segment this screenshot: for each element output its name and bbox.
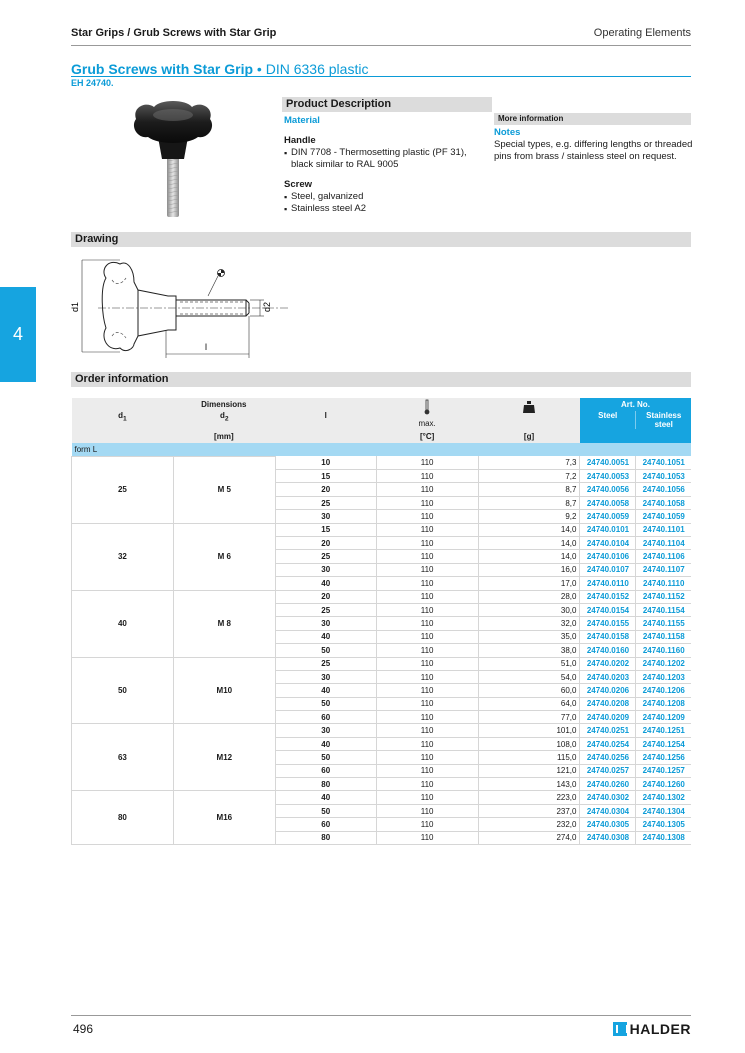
cell-weight: 14,0 [478, 537, 580, 550]
max-label: max. [418, 419, 436, 429]
drawing-label-d2: d2 [262, 301, 272, 312]
more-information-heading: More information [494, 113, 691, 125]
cell-l: 80 [275, 778, 376, 791]
cell-weight: 28,0 [478, 590, 580, 603]
cell-weight: 60,0 [478, 684, 580, 697]
cell-stainless-art-no[interactable]: 24740.1256 [636, 751, 691, 764]
cell-weight: 108,0 [478, 737, 580, 750]
cell-steel-art-no[interactable]: 24740.0160 [580, 644, 636, 657]
table-row [72, 657, 692, 670]
cell-l: 80 [275, 831, 376, 844]
cell-stainless-art-no[interactable]: 24740.1051 [636, 456, 691, 469]
cell-d1: 32 [72, 523, 174, 590]
cell-l: 50 [275, 644, 376, 657]
handle-label: Handle [284, 135, 316, 146]
cell-stainless-art-no[interactable]: 24740.1251 [636, 724, 691, 737]
cell-temperature: 110 [376, 818, 478, 831]
product-code: EH 24740. [71, 78, 114, 88]
cell-weight: 64,0 [478, 697, 580, 710]
cell-l: 30 [275, 670, 376, 683]
cell-stainless-art-no[interactable]: 24740.1104 [636, 537, 691, 550]
cell-d2: M12 [173, 724, 275, 791]
cell-temperature: 110 [376, 644, 478, 657]
cell-temperature: 110 [376, 523, 478, 536]
cell-weight: 54,0 [478, 670, 580, 683]
cell-l: 50 [275, 751, 376, 764]
screw-list [284, 191, 490, 215]
steel-header: Steel [580, 411, 636, 429]
cell-temperature: 110 [376, 563, 478, 576]
cell-steel-art-no[interactable]: 24740.0305 [580, 818, 636, 831]
cell-weight: 17,0 [478, 577, 580, 590]
cell-l: 50 [275, 697, 376, 710]
cell-l: 40 [275, 684, 376, 697]
cell-stainless-art-no[interactable]: 24740.1154 [636, 603, 691, 616]
cell-steel-art-no[interactable]: 24740.0203 [580, 670, 636, 683]
cell-steel-art-no[interactable]: 24740.0209 [580, 711, 636, 724]
screw-label: Screw [284, 179, 312, 190]
cell-temperature: 110 [376, 456, 478, 469]
cell-temperature: 110 [376, 496, 478, 509]
footer-divider [71, 1015, 691, 1016]
cell-stainless-art-no[interactable]: 24740.1202 [636, 657, 691, 670]
table-row [72, 456, 692, 469]
cell-l: 30 [275, 563, 376, 576]
cell-l: 20 [275, 590, 376, 603]
cell-temperature: 110 [376, 711, 478, 724]
weight-header [478, 398, 580, 429]
cell-steel-art-no[interactable]: 24740.0256 [580, 751, 636, 764]
cell-stainless-art-no[interactable]: 24740.1260 [636, 778, 691, 791]
cell-temperature: 110 [376, 751, 478, 764]
dimensions-header: Dimensions [72, 398, 377, 411]
handle-list [284, 147, 490, 171]
cell-steel-art-no[interactable]: 24740.0304 [580, 804, 636, 817]
running-header-section: Operating Elements [593, 27, 691, 39]
cell-l: 15 [275, 523, 376, 536]
cell-steel-art-no[interactable]: 24740.0302 [580, 791, 636, 804]
logo-mark-icon [613, 1022, 627, 1036]
form-row [72, 443, 692, 456]
cell-l: 60 [275, 818, 376, 831]
cell-weight: 274,0 [478, 831, 580, 844]
cell-stainless-art-no[interactable]: 24740.1257 [636, 764, 691, 777]
cell-steel-art-no[interactable]: 24740.0158 [580, 630, 636, 643]
cell-l: 30 [275, 724, 376, 737]
cell-weight: 38,0 [478, 644, 580, 657]
cell-steel-art-no[interactable]: 24740.0106 [580, 550, 636, 563]
cell-stainless-art-no[interactable]: 24740.1059 [636, 510, 691, 523]
cell-steel-art-no[interactable]: 24740.0260 [580, 778, 636, 791]
running-header-title: Star Grips / Grub Screws with Star Grip [71, 27, 277, 39]
cell-temperature: 110 [376, 684, 478, 697]
cell-l: 25 [275, 550, 376, 563]
cell-l: 25 [275, 603, 376, 616]
cell-steel-art-no[interactable]: 24740.0154 [580, 603, 636, 616]
cell-steel-art-no[interactable]: 24740.0110 [580, 577, 636, 590]
cell-steel-art-no[interactable]: 24740.0104 [580, 537, 636, 550]
table-row [72, 590, 692, 603]
d1-header: $d_1$ [72, 411, 174, 429]
cell-l: 40 [275, 737, 376, 750]
cell-l: 25 [275, 496, 376, 509]
stainless-header: Stainless steel [636, 411, 691, 429]
cell-d1: 25 [72, 456, 174, 523]
cell-steel-art-no[interactable]: 24740.0152 [580, 590, 636, 603]
cell-l: 40 [275, 577, 376, 590]
cell-weight: 143,0 [478, 778, 580, 791]
cell-weight: 223,0 [478, 791, 580, 804]
cell-stainless-art-no[interactable]: 24740.1206 [636, 684, 691, 697]
form-label: form L [72, 443, 692, 456]
cell-temperature: 110 [376, 630, 478, 643]
d2-header: $d_2$ [173, 411, 275, 429]
cell-weight: 232,0 [478, 818, 580, 831]
cell-weight: 9,2 [478, 510, 580, 523]
cell-temperature: 110 [376, 603, 478, 616]
cell-weight: 121,0 [478, 764, 580, 777]
order-table [71, 398, 691, 845]
cell-temperature: 110 [376, 737, 478, 750]
cell-temperature: 110 [376, 831, 478, 844]
logo-text: HALDER [629, 1021, 691, 1037]
cell-stainless-art-no[interactable]: 24740.1101 [636, 523, 691, 536]
unit-gram: [g] [478, 429, 580, 442]
notes-label: Notes [494, 127, 521, 138]
cell-steel-art-no[interactable]: 24740.0206 [580, 684, 636, 697]
cell-stainless-art-no[interactable]: 24740.1053 [636, 470, 691, 483]
cell-weight: 30,0 [478, 603, 580, 616]
l-header: l [275, 411, 376, 429]
cell-temperature: 110 [376, 764, 478, 777]
cell-temperature: 110 [376, 697, 478, 710]
thermometer-icon [423, 399, 431, 415]
cell-stainless-art-no[interactable]: 24740.1203 [636, 670, 691, 683]
cell-weight: 7,3 [478, 456, 580, 469]
page-number: 496 [73, 1022, 94, 1036]
cell-steel-art-no[interactable]: 24740.0107 [580, 563, 636, 576]
table-row [72, 791, 692, 804]
cell-temperature: 110 [376, 483, 478, 496]
unit-mm: [mm] [72, 429, 377, 442]
cell-temperature: 110 [376, 670, 478, 683]
cell-weight: 14,0 [478, 550, 580, 563]
cell-l: 30 [275, 617, 376, 630]
cell-weight: 32,0 [478, 617, 580, 630]
cell-d2: M 8 [173, 590, 275, 657]
temperature-header [376, 398, 478, 429]
table-row [72, 523, 692, 536]
cell-d1: 63 [72, 724, 174, 791]
header-divider [71, 45, 691, 46]
cell-weight: 115,0 [478, 751, 580, 764]
cell-weight: 8,7 [478, 483, 580, 496]
product-description-heading: Product Description [282, 97, 492, 112]
cell-l: 25 [275, 657, 376, 670]
drawing-label-d1: d1 [70, 301, 80, 312]
cell-temperature: 110 [376, 590, 478, 603]
table-row [72, 724, 692, 737]
technical-drawing [68, 256, 288, 360]
cell-l: 60 [275, 764, 376, 777]
cell-l: 15 [275, 470, 376, 483]
cell-steel-art-no[interactable]: 24740.0251 [580, 724, 636, 737]
cell-l: 40 [275, 630, 376, 643]
cell-steel-art-no[interactable]: 24740.0051 [580, 456, 636, 469]
handle-item: ▪ DIN 7708 - Thermosetting plastic (PF 31), black similar to RAL 9005 [284, 147, 490, 171]
cell-weight: 35,0 [478, 630, 580, 643]
product-description [284, 115, 490, 215]
cell-l: 30 [275, 510, 376, 523]
cell-weight: 77,0 [478, 711, 580, 724]
cell-steel-art-no[interactable]: 24740.0208 [580, 697, 636, 710]
cell-stainless-art-no[interactable]: 24740.1160 [636, 644, 691, 657]
cell-temperature: 110 [376, 778, 478, 791]
cell-temperature: 110 [376, 510, 478, 523]
notes-block [494, 127, 694, 163]
cell-stainless-art-no[interactable]: 24740.1110 [636, 577, 691, 590]
drawing-label-l: l [205, 342, 207, 352]
cell-steel-art-no[interactable]: 24740.0257 [580, 764, 636, 777]
material-label: Material [284, 115, 320, 126]
halder-logo [613, 1021, 691, 1037]
order-information-heading: Order information [71, 372, 691, 387]
cell-steel-art-no[interactable]: 24740.0056 [580, 483, 636, 496]
cell-steel-art-no[interactable]: 24740.0058 [580, 496, 636, 509]
cell-d2: M10 [173, 657, 275, 724]
cell-steel-art-no[interactable]: 24740.0308 [580, 831, 636, 844]
screw-item: ▪ Stainless steel A2 [284, 203, 490, 215]
cell-temperature: 110 [376, 470, 478, 483]
cell-steel-art-no[interactable]: 24740.0202 [580, 657, 636, 670]
product-photo [128, 97, 218, 223]
cell-temperature: 110 [376, 577, 478, 590]
cell-stainless-art-no[interactable]: 24740.1209 [636, 711, 691, 724]
cell-stainless-art-no[interactable]: 24740.1254 [636, 737, 691, 750]
cell-l: 10 [275, 456, 376, 469]
art-no-header: Art. No. [580, 398, 691, 411]
cell-steel-art-no[interactable]: 24740.0101 [580, 523, 636, 536]
cell-stainless-art-no[interactable]: 24740.1056 [636, 483, 691, 496]
cell-d2: M16 [173, 791, 275, 845]
page-title [71, 61, 368, 77]
cell-d2: M 6 [173, 523, 275, 590]
cell-temperature: 110 [376, 804, 478, 817]
title-divider [71, 76, 691, 77]
cell-weight: 8,7 [478, 496, 580, 509]
cell-steel-art-no[interactable]: 24740.0155 [580, 617, 636, 630]
cell-d1: 40 [72, 590, 174, 657]
cell-temperature: 110 [376, 724, 478, 737]
cell-stainless-art-no[interactable]: 24740.1058 [636, 496, 691, 509]
cell-temperature: 110 [376, 617, 478, 630]
cell-steel-art-no[interactable]: 24740.0053 [580, 470, 636, 483]
cell-d1: 50 [72, 657, 174, 724]
title-rest: • DIN 6336 plastic [253, 61, 369, 77]
weight-icon [522, 400, 536, 414]
cell-steel-art-no[interactable]: 24740.0059 [580, 510, 636, 523]
cell-stainless-art-no[interactable]: 24740.1107 [636, 563, 691, 576]
notes-text: Special types, e.g. differing lengths or threaded pins from brass / stainless steel on request. [494, 139, 693, 162]
cell-stainless-art-no[interactable]: 24740.1106 [636, 550, 691, 563]
cell-stainless-art-no[interactable]: 24740.1155 [636, 617, 691, 630]
drawing-heading: Drawing [71, 232, 691, 247]
cell-weight: 101,0 [478, 724, 580, 737]
cell-weight: 51,0 [478, 657, 580, 670]
cell-temperature: 110 [376, 537, 478, 550]
cell-temperature: 110 [376, 550, 478, 563]
order-table-body [72, 443, 692, 845]
title-main: Grub Screws with Star Grip [71, 61, 254, 77]
cell-weight: 16,0 [478, 563, 580, 576]
cell-l: 40 [275, 791, 376, 804]
cell-l: 20 [275, 483, 376, 496]
cell-l: 20 [275, 537, 376, 550]
cell-stainless-art-no[interactable]: 24740.1152 [636, 590, 691, 603]
cell-stainless-art-no[interactable]: 24740.1308 [636, 831, 691, 844]
cell-d2: M 5 [173, 456, 275, 523]
cell-weight: 237,0 [478, 804, 580, 817]
screw-item: ▪ Steel, galvanized [284, 191, 490, 203]
cell-stainless-art-no[interactable]: 24740.1158 [636, 630, 691, 643]
cell-temperature: 110 [376, 657, 478, 670]
cell-temperature: 110 [376, 791, 478, 804]
cell-stainless-art-no[interactable]: 24740.1208 [636, 697, 691, 710]
chapter-tab[interactable]: 4 [0, 287, 36, 382]
cell-stainless-art-no[interactable]: 24740.1305 [636, 818, 691, 831]
cell-stainless-art-no[interactable]: 24740.1302 [636, 791, 691, 804]
cell-d1: 80 [72, 791, 174, 845]
cell-weight: 14,0 [478, 523, 580, 536]
cell-l: 60 [275, 711, 376, 724]
cell-steel-art-no[interactable]: 24740.0254 [580, 737, 636, 750]
cell-l: 50 [275, 804, 376, 817]
unit-celsius: [°C] [376, 429, 478, 442]
cell-weight: 7,2 [478, 470, 580, 483]
cell-stainless-art-no[interactable]: 24740.1304 [636, 804, 691, 817]
